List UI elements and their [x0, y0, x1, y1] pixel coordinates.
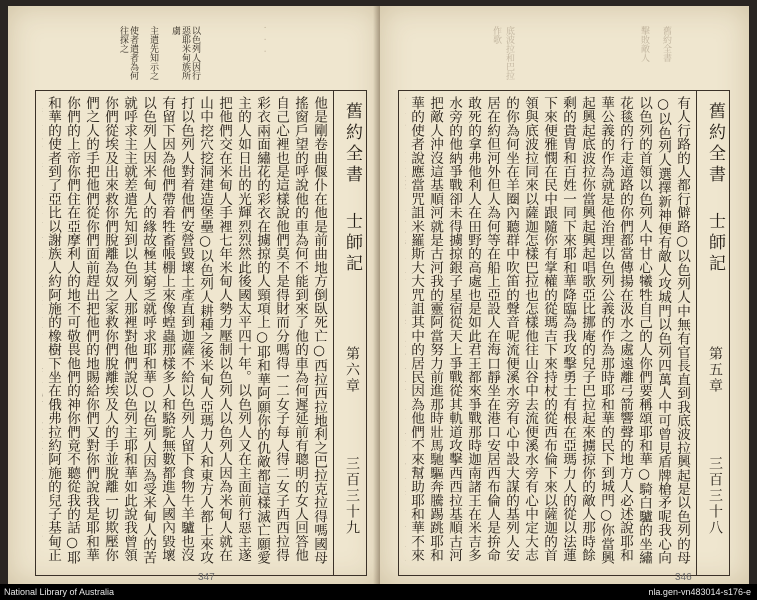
footer-credit: National Library of Australia [4, 587, 115, 597]
margin-note-2: 主遣先知示之 [148, 26, 158, 80]
pencil-mark-right: 346 [675, 572, 692, 583]
left-book-name: 士師記 [342, 212, 362, 275]
right-page [380, 6, 749, 584]
book-spread [8, 6, 749, 584]
bleed-through-left: · · · [259, 26, 269, 53]
bleed-through-right-1: 底波拉和巴拉作歌 [491, 26, 514, 80]
right-body-text: 有人行路的人都行僻路○以色列人中無有官長直到我底波拉興起是以色列的母○以色列人選擇新神便有敵人攻城門以色列四萬人中可曾見盾牌槍矛呢我心向以色列的首領以色列人中甘心犧牲自己的人你們要稱頌耶和華○騎白驢的坐繡花毯的行走道路的你們都當傳揚在汲水之處遠離弓箭響聲的地方人必述說耶和華公義的作為就是他治理以色列公義的作為那時耶和華的民下到城門○你當興起興起底波拉你當興起興起唱歌亞比挪庵的兒子巴拉起來擄掠你的敵人那時餘剩的貴冑和百姓一同下來耶和華降臨為我攻擊勇士有根在亞瑪力人的從以法蓮下來便雅憫在民中跟隨你有掌權的從瑪吉下來持杖的從西布倫下來以薩迦的首領與底波拉同來以薩迦怎樣巴拉也怎樣他往山谷中去流便溪水旁有心中定大志的你為何坐在羊圈內聽群中吹笛的聲音呢流便溪水旁有心中設大謀的基列人安居在約但河外但人為何等在船上亞設人在海口靜坐在港口安居西布倫人是拚命敢死的拿弗他利人在田野的高處也是如此君王都來爭戰那時迦南諸王在米吉多水旁的他納爭戰卻未得擄掠銀子星宿從天上爭戰從其軌道攻擊西西拉基順古河把敵人沖沒這基順河就是古河我的靈阿當努力前進那時壯馬馳驅奔騰踢跳耶和華的使者說應當咒詛米羅斯大大咒詛其中的居民因為他們不來幫助耶和華不來 [408, 96, 690, 565]
footer-bar [0, 584, 757, 600]
right-page-number: 三百三十八 [707, 456, 723, 536]
left-chapter: 第六章 [344, 346, 360, 394]
pencil-mark-left: 347 [198, 572, 215, 583]
left-page [8, 6, 380, 584]
margin-note-3: 以色列人因行惡耶米甸族所虜 [170, 26, 200, 80]
left-running-title: 舊約全書 [342, 102, 362, 186]
right-chapter: 第五章 [707, 346, 723, 394]
footer-identifier: nla.gen-vn483014-s176-e [648, 587, 751, 597]
right-running-title: 舊約全書 [705, 102, 725, 186]
left-body-text: 他是剛卷曲偃仆在他是前曲地方倒臥死亡○西拉西拉地利之巴拉克拉得嗎國母搖窗戶望的呼說他的車為何不能到來了他的車為何遲延前有聰明的女人回答他自己心裡也是這樣說他們莫不是得財而分嗎得一二女子每人得二女子西西拉得彩衣兩面繡花的彩衣在擄掠的人頸項上○耶和華阿願你的仇敵都這樣滅亡願愛主的人如日出的光輝烈烈然此後國太平四十年。以色列人又在主面前行惡主遂把他們交在米甸人手裡七年米甸人勢力壓制以色列人以色列人因為米甸人就在山中挖穴挖洞建造堡壘○以色列人耕種之後米甸人亞瑪力人和東方人都上來攻打以色列人對着他們安營毀壞土產直到迦薩不給以色列人留下食物牛羊驢也沒有留下因為他們帶着牲畜帳棚上來像蝗蟲那樣多人和駱駝無數都進入國內毀壞以色列人因米甸人的緣故極其窮乏就呼求耶和華○以色列人因為受米甸人的苦就呼求主主就差遣先知到以色列人那裡對他們說以色列主耶和華如此說我曾領你們從埃及出來救你們脫離為奴之家救你們脫離埃及人的手並脫離一切欺壓你們之人的手把他們從你們面前趕出把他們的地賜給你們又對你們說我是耶和華你們的上帝你們住在亞摩利人的地不可敬畏他們的神你們竟不聽從我的話○耶和華的使者到了亞比以謝族人約阿施的橡樹下坐在俄弗拉約阿施的兒子基甸正 [45, 96, 327, 565]
bleed-through-right-3: 舊約全書 [661, 26, 671, 62]
margin-note-1: 使者遣者為何往探之 [118, 26, 138, 80]
bleed-through-right-2: 擊敗敵人 [639, 26, 649, 62]
right-book-name: 士師記 [705, 212, 725, 275]
left-page-number: 三百三十九 [344, 456, 360, 536]
